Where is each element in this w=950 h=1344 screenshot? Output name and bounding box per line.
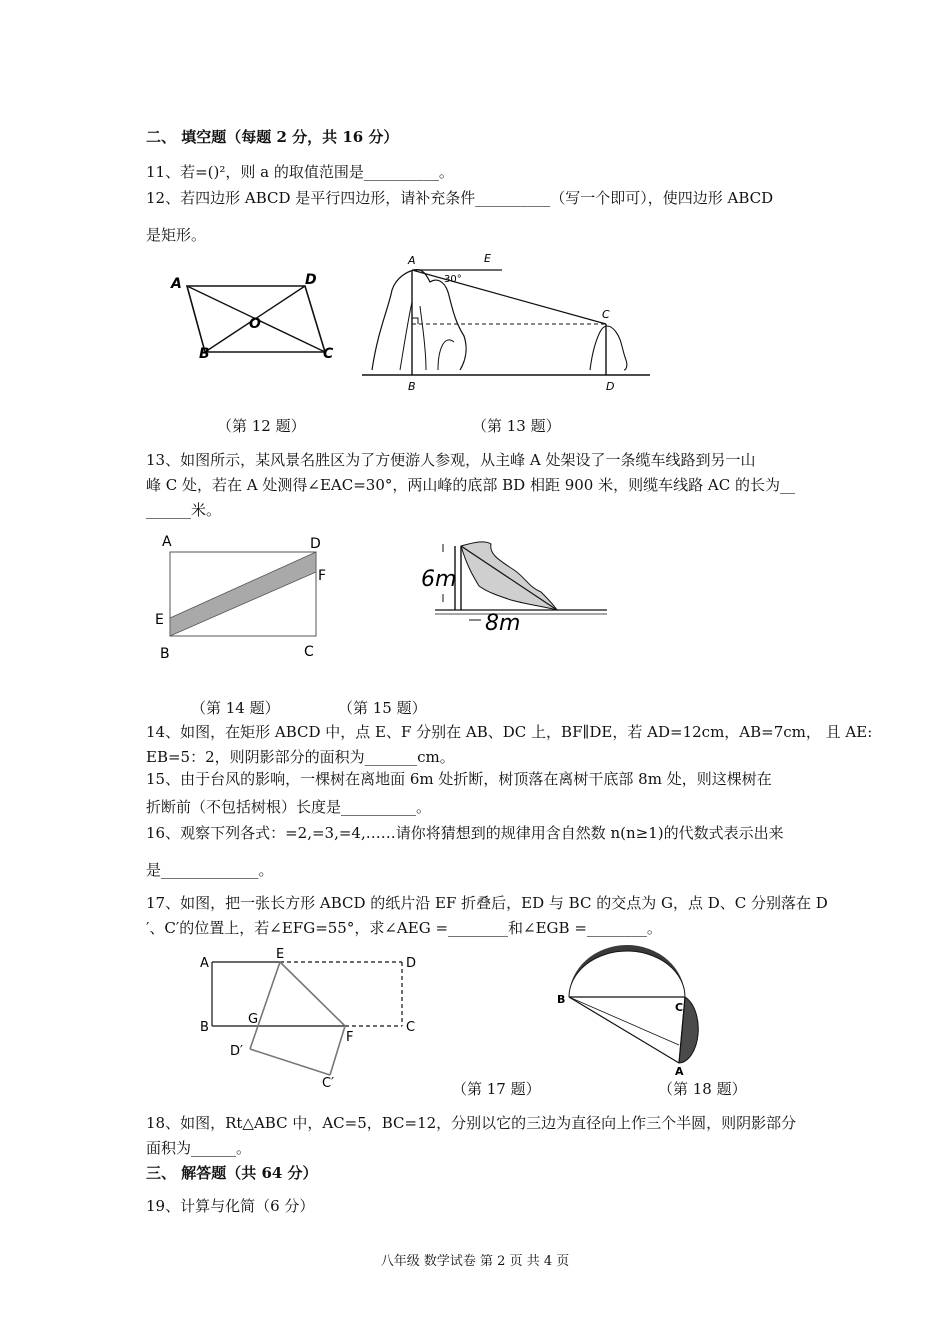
label-d-prime: D′ xyxy=(230,1044,243,1059)
caption-figure-18: （第 18 题） xyxy=(658,1080,747,1098)
label-b: B xyxy=(200,1020,209,1035)
label-a: A xyxy=(200,956,209,971)
label-e: E xyxy=(276,947,285,962)
label-g: G xyxy=(248,1012,259,1027)
second-peak-outline xyxy=(590,326,627,370)
question-17-line2: ′、C′的位置上，若∠EFG=55°，求∠AEG =________和∠EGB =________。 xyxy=(146,919,662,937)
question-16-line1: 16、观察下列各式：=2,=3,=4,……请你将猜想到的规律用含自然数 n(n≥1)的代数式表示出来 xyxy=(146,824,784,842)
shaded-band xyxy=(170,552,316,636)
label-b: B xyxy=(408,380,416,393)
fold-line-ef xyxy=(280,962,345,1026)
label-b: B xyxy=(557,993,566,1006)
figure-13-mountains xyxy=(360,250,655,400)
question-18-line2: 面积为______。 xyxy=(146,1139,252,1157)
question-19: 19、计算与化简（6 分） xyxy=(146,1197,315,1215)
label-height: 6m xyxy=(421,567,457,592)
label-e: E xyxy=(484,252,491,265)
label-c: C xyxy=(323,346,334,362)
label-d: D xyxy=(406,956,417,971)
label-c: C xyxy=(304,644,314,660)
caption-figure-14: （第 14 题） xyxy=(191,699,280,717)
label-c: C xyxy=(675,1001,684,1014)
inner-line xyxy=(569,997,679,1045)
question-18-line1: 18、如图，Rt△ABC 中，AC=5，BC=12，分别以它的三边为直径向上作三个半圆，则阴影部分 xyxy=(146,1114,797,1132)
folded-edge-cf xyxy=(330,1026,345,1075)
label-c-prime: C′ xyxy=(322,1076,335,1090)
caption-figure-17: （第 17 题） xyxy=(452,1080,541,1098)
label-b: B xyxy=(160,646,170,662)
question-15-line1: 15、由于台风的影响，一棵树在离地面 6m 处折断，树顶落在离树干底部 8m 处，则这棵树在 xyxy=(146,770,772,788)
page-footer: 八年级 数学试卷 第 2 页 共 4 页 xyxy=(380,1254,570,1269)
caption-figure-13: （第 13 题） xyxy=(472,417,561,435)
label-d: D xyxy=(606,380,615,393)
question-13-line2: 峰 C 处，若在 A 处测得∠EAC=30°，两山峰的底部 BD 相距 900 米，则缆车线路 AC 的长为__ xyxy=(146,476,795,494)
label-f: F xyxy=(318,568,327,584)
question-12-line2: 是矩形。 xyxy=(146,226,207,244)
label-f: F xyxy=(346,1030,354,1045)
question-14-line2: EB=5：2，则阴影部分的面积为_______cm。 xyxy=(146,748,455,766)
figure-17-folded-rectangle xyxy=(190,945,430,1090)
label-a: A xyxy=(408,254,416,267)
question-12-line1: 12、若四边形 ABCD 是平行四边形，请补充条件__________（写一个即可），使四边形 ABCD xyxy=(146,189,774,207)
folded-edge-ed xyxy=(250,962,280,1049)
label-a: A xyxy=(171,276,182,292)
label-o: O xyxy=(249,316,261,332)
question-14-line1: 14、如图，在矩形 ABCD 中，点 E、F 分别在 AB、DC 上，BF∥DE，若 AD=12cm，AB=7cm， 且 AE: xyxy=(146,723,873,741)
question-15-line2: 折断前（不包括树根）长度是__________。 xyxy=(146,798,432,816)
caption-figure-15: （第 15 题） xyxy=(338,699,427,717)
label-b: B xyxy=(199,346,210,362)
folded-edge-dc xyxy=(250,1049,330,1075)
section2-title: 二、 填空题（每题 2 分，共 16 分） xyxy=(146,128,399,146)
question-11: 11、若=()²，则 a 的取值范围是__________。 xyxy=(146,163,454,181)
question-16-line2: 是_____________。 xyxy=(146,861,274,879)
label-e: E xyxy=(155,612,164,628)
question-13-line3: ______米。 xyxy=(146,501,222,519)
figure-12-parallelogram xyxy=(165,268,345,368)
label-d: D xyxy=(310,536,321,552)
inner-arc xyxy=(569,951,685,997)
question-13-line1: 13、如图所示，某风景名胜区为了方便游人参观，从主峰 A 处架设了一条缆车线路到另一山 xyxy=(146,451,756,469)
angle-label-30: 30° xyxy=(444,274,462,285)
figure-14-rectangle xyxy=(150,530,340,665)
label-d: D xyxy=(305,272,317,288)
label-a: A xyxy=(675,1065,684,1078)
cable-ac xyxy=(412,270,606,324)
right-angle-mark xyxy=(412,318,418,324)
main-peak-ridges xyxy=(400,302,454,370)
label-a: A xyxy=(162,534,172,550)
label-distance: 8m xyxy=(485,611,521,636)
question-17-line1: 17、如图，把一张长方形 ABCD 的纸片沿 EF 折叠后，ED 与 BC 的交点为 G，点 D、C 分别落在 D xyxy=(146,894,828,912)
section3-title: 三、 解答题（共 64 分） xyxy=(146,1164,318,1182)
label-c: C xyxy=(602,308,610,321)
caption-figure-12: （第 12 题） xyxy=(217,417,306,435)
figure-18-semicircles xyxy=(555,945,715,1080)
figure-15-broken-tree xyxy=(415,530,615,640)
label-c: C xyxy=(406,1020,416,1035)
side-ab xyxy=(569,997,679,1063)
